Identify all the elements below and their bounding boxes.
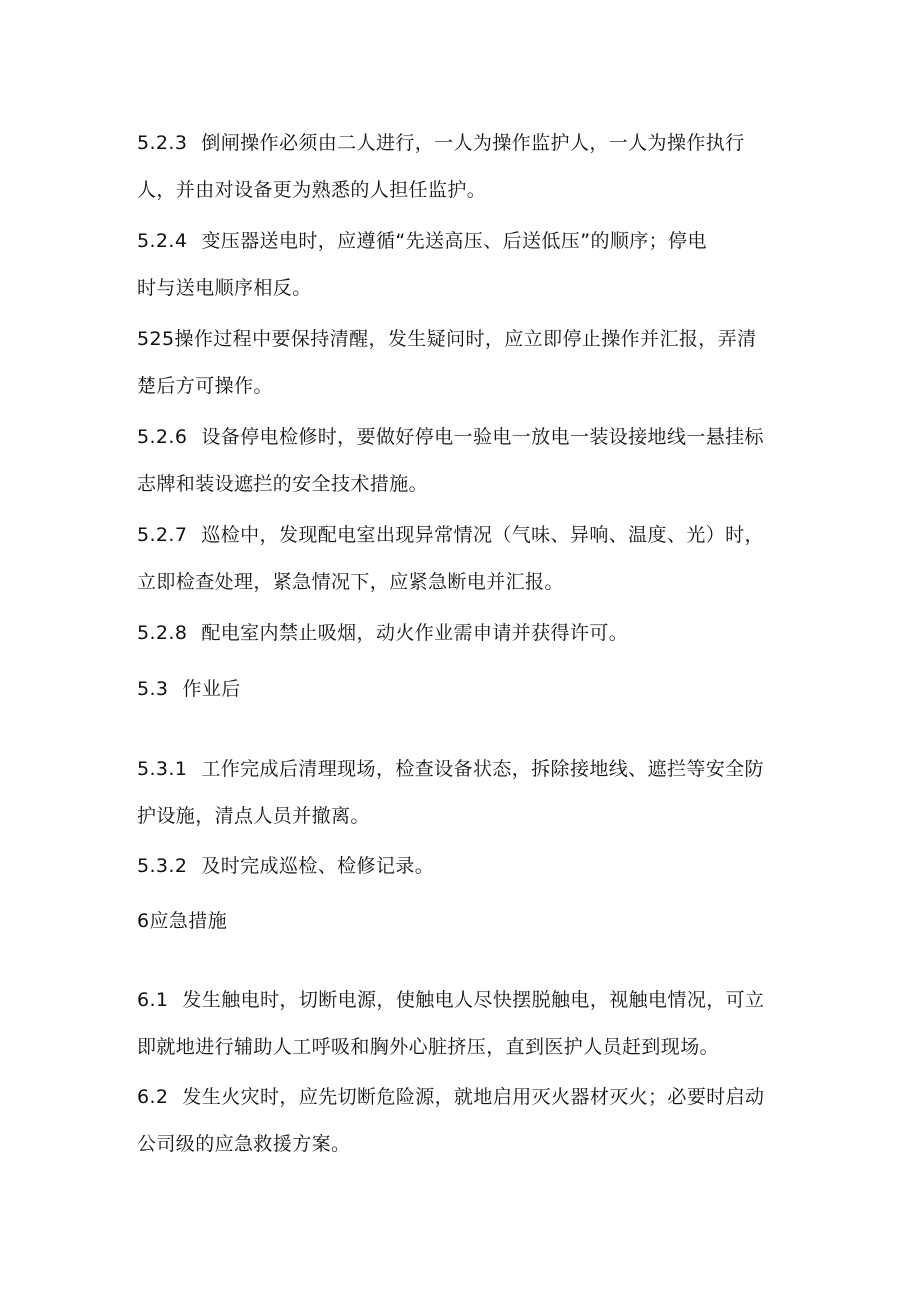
clause-text: 倒闸操作必须由二人进行，一人为操作监护人，一人为操作执行 (201, 132, 745, 154)
clause-5-2-4-line-1 (137, 228, 707, 254)
clause-6-1-line-1 (137, 987, 764, 1013)
clause-5-2-5-line-1 (137, 326, 756, 352)
clause-text: 工作完成后清理现场，检查设备状态，拆除接地线、遮拦等安全防 (201, 758, 764, 780)
clause-number: 5.2.8 (137, 622, 188, 644)
clause-text: 巡检中，发现配电室出现异常情况（气味、异响、温度、光）时， (201, 524, 764, 546)
clause-text: 设备停电检修时，要做好停电一验电一放电一装设接地线一悬挂标 (201, 426, 764, 448)
clause-text: 配电室内禁止吸烟，动火作业需申请并获得许可。 (201, 622, 629, 644)
clause-number: 5.3.1 (137, 758, 188, 780)
clause-text: 发生火灾时，应先切断危险源，就地启用灭火器材灭火；必要时启动 (182, 1086, 765, 1108)
section-5-3-heading (137, 676, 241, 702)
clause-number: 5.2.6 (137, 426, 188, 448)
clause-5-2-7-line-2: 立即检查处理，紧急情况下，应紧急断电并汇报。 (137, 571, 564, 593)
clause-number: 6.2 (137, 1086, 169, 1108)
clause-text: 变压器送电时，应遵循“先送高压、后送低压”的顺序；停电 (201, 230, 707, 252)
section-6-heading (137, 908, 227, 934)
section-title: 作业后 (182, 678, 241, 700)
clause-5-3-2 (137, 853, 434, 879)
clause-5-2-6-line-2: 志牌和装设遮拦的安全技术措施。 (137, 473, 429, 495)
clause-number: 5.2.4 (137, 230, 188, 252)
clause-5-2-7-line-1 (137, 522, 764, 548)
section-number: 5.3 (137, 678, 169, 700)
clause-5-2-6-line-1 (137, 424, 764, 450)
clause-5-3-1-line-1 (137, 756, 764, 782)
clause-number: 5.3.2 (137, 855, 188, 877)
clause-6-1-line-2: 即就地进行辅助人工呼吸和胸外心脏挤压，直到医护人员赶到现场。 (137, 1036, 720, 1058)
clause-text: 发生触电时，切断电源，使触电人尽快摆脱触电，视触电情况，可立 (182, 989, 765, 1011)
clause-5-2-4-line-2: 时与送电顺序相反。 (137, 277, 312, 299)
clause-5-2-8 (137, 620, 628, 646)
section-number: 6 (137, 910, 150, 932)
clause-number: 5.2.7 (137, 524, 188, 546)
clause-5-2-3-line-2: 人，并由对设备更为熟悉的人担任监护。 (137, 179, 487, 201)
clause-6-2-line-1 (137, 1084, 764, 1110)
clause-text: 及时完成巡检、检修记录。 (201, 855, 435, 877)
clause-number: 6.1 (137, 989, 169, 1011)
section-title: 应急措施 (149, 910, 228, 932)
clause-number: 525 (137, 328, 175, 350)
clause-6-2-line-2: 公司级的应急救援方案。 (137, 1133, 351, 1155)
clause-number: 5.2.3 (137, 132, 188, 154)
clause-5-2-5-line-2: 楚后方可操作。 (137, 375, 273, 397)
clause-5-3-1-line-2: 护设施，清点人员并撤离。 (137, 805, 370, 827)
clause-text: 操作过程中要保持清醒，发生疑问时，应立即停止操作并汇报，弄清 (174, 328, 757, 350)
clause-5-2-3-line-1 (137, 130, 745, 156)
